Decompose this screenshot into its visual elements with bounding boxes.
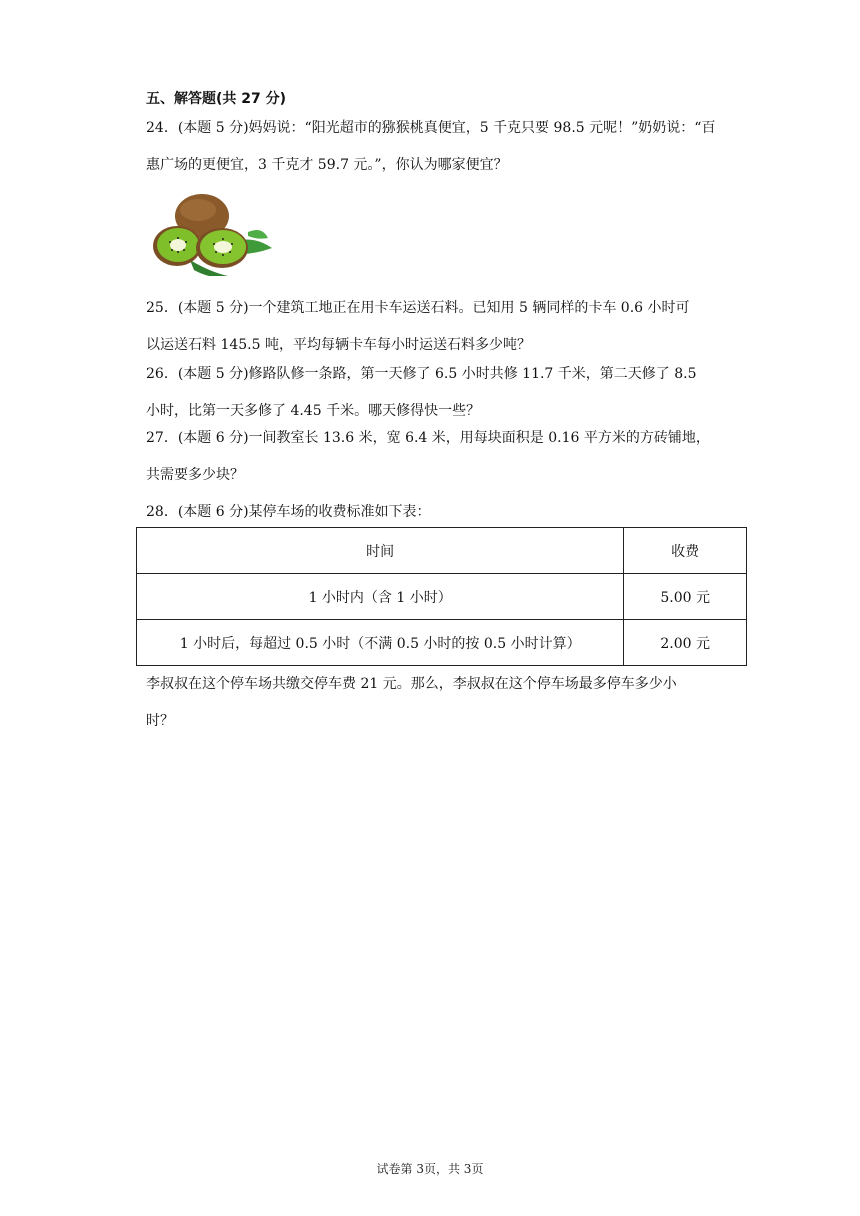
question-28-line-1: 28．(本题 6 分)某停车场的收费标准如下表： <box>146 504 431 520</box>
table-cell-fee: 5.00 元 <box>624 574 747 620</box>
question-25-line-2: 以运送石料 145.5 吨，平均每辆卡车每小时运送石料多少吨？ <box>146 337 531 353</box>
question-24-line-1: 24．(本题 5 分)妈妈说：“阳光超市的猕猴桃真便宜，5 千克只要 98.5 元呢！”奶奶说：“百 <box>146 120 716 136</box>
table-header-time: 时间 <box>137 528 624 574</box>
question-27-line-1: 27．(本题 6 分)一间教室长 13.6 米，宽 6.4 米，用每块面积是 0.16 平方米的方砖铺地， <box>146 430 710 446</box>
kiwi-fruit-image <box>150 190 276 276</box>
question-27 <box>146 420 726 494</box>
question-24 <box>146 110 726 184</box>
page-footer: 试卷第 3页，共 3页 <box>376 1162 484 1176</box>
table-row <box>137 574 747 620</box>
section-title: 五、解答题(共 27 分) <box>146 91 287 107</box>
question-26 <box>146 356 726 430</box>
question-27-line-2: 共需要多少块？ <box>146 467 244 483</box>
table-row <box>137 620 747 666</box>
question-28-followup-line-1: 李叔叔在这个停车场共缴交停车费 21 元。那么，李叔叔在这个停车场最多停车多少小 <box>146 676 677 692</box>
table-header-row <box>137 528 747 574</box>
table-cell-time: 1 小时内（含 1 小时） <box>137 574 624 620</box>
table-cell-fee: 2.00 元 <box>624 620 747 666</box>
question-25-line-1: 25．(本题 5 分)一个建筑工地正在用卡车运送石料。已知用 5 辆同样的卡车 0.6 小时可 <box>146 300 690 316</box>
table-cell-time: 1 小时后，每超过 0.5 小时（不满 0.5 小时的按 0.5 小时计算） <box>137 620 624 666</box>
question-24-line-2: 惠广场的更便宜，3 千克才 59.7 元。”，你认为哪家便宜？ <box>146 157 508 173</box>
question-28 <box>146 494 726 531</box>
table-header-fee: 收费 <box>624 528 747 574</box>
question-28-followup-line-2: 时？ <box>146 713 174 729</box>
question-26-line-2: 小时，比第一天多修了 4.45 千米。哪天修得快一些？ <box>146 403 481 419</box>
question-25 <box>146 290 726 364</box>
question-28-followup <box>146 666 726 740</box>
parking-fee-table <box>136 527 747 666</box>
question-26-line-1: 26．(本题 5 分)修路队修一条路，第一天修了 6.5 小时共修 11.7 千米，第二天修了 8.5 <box>146 366 697 382</box>
